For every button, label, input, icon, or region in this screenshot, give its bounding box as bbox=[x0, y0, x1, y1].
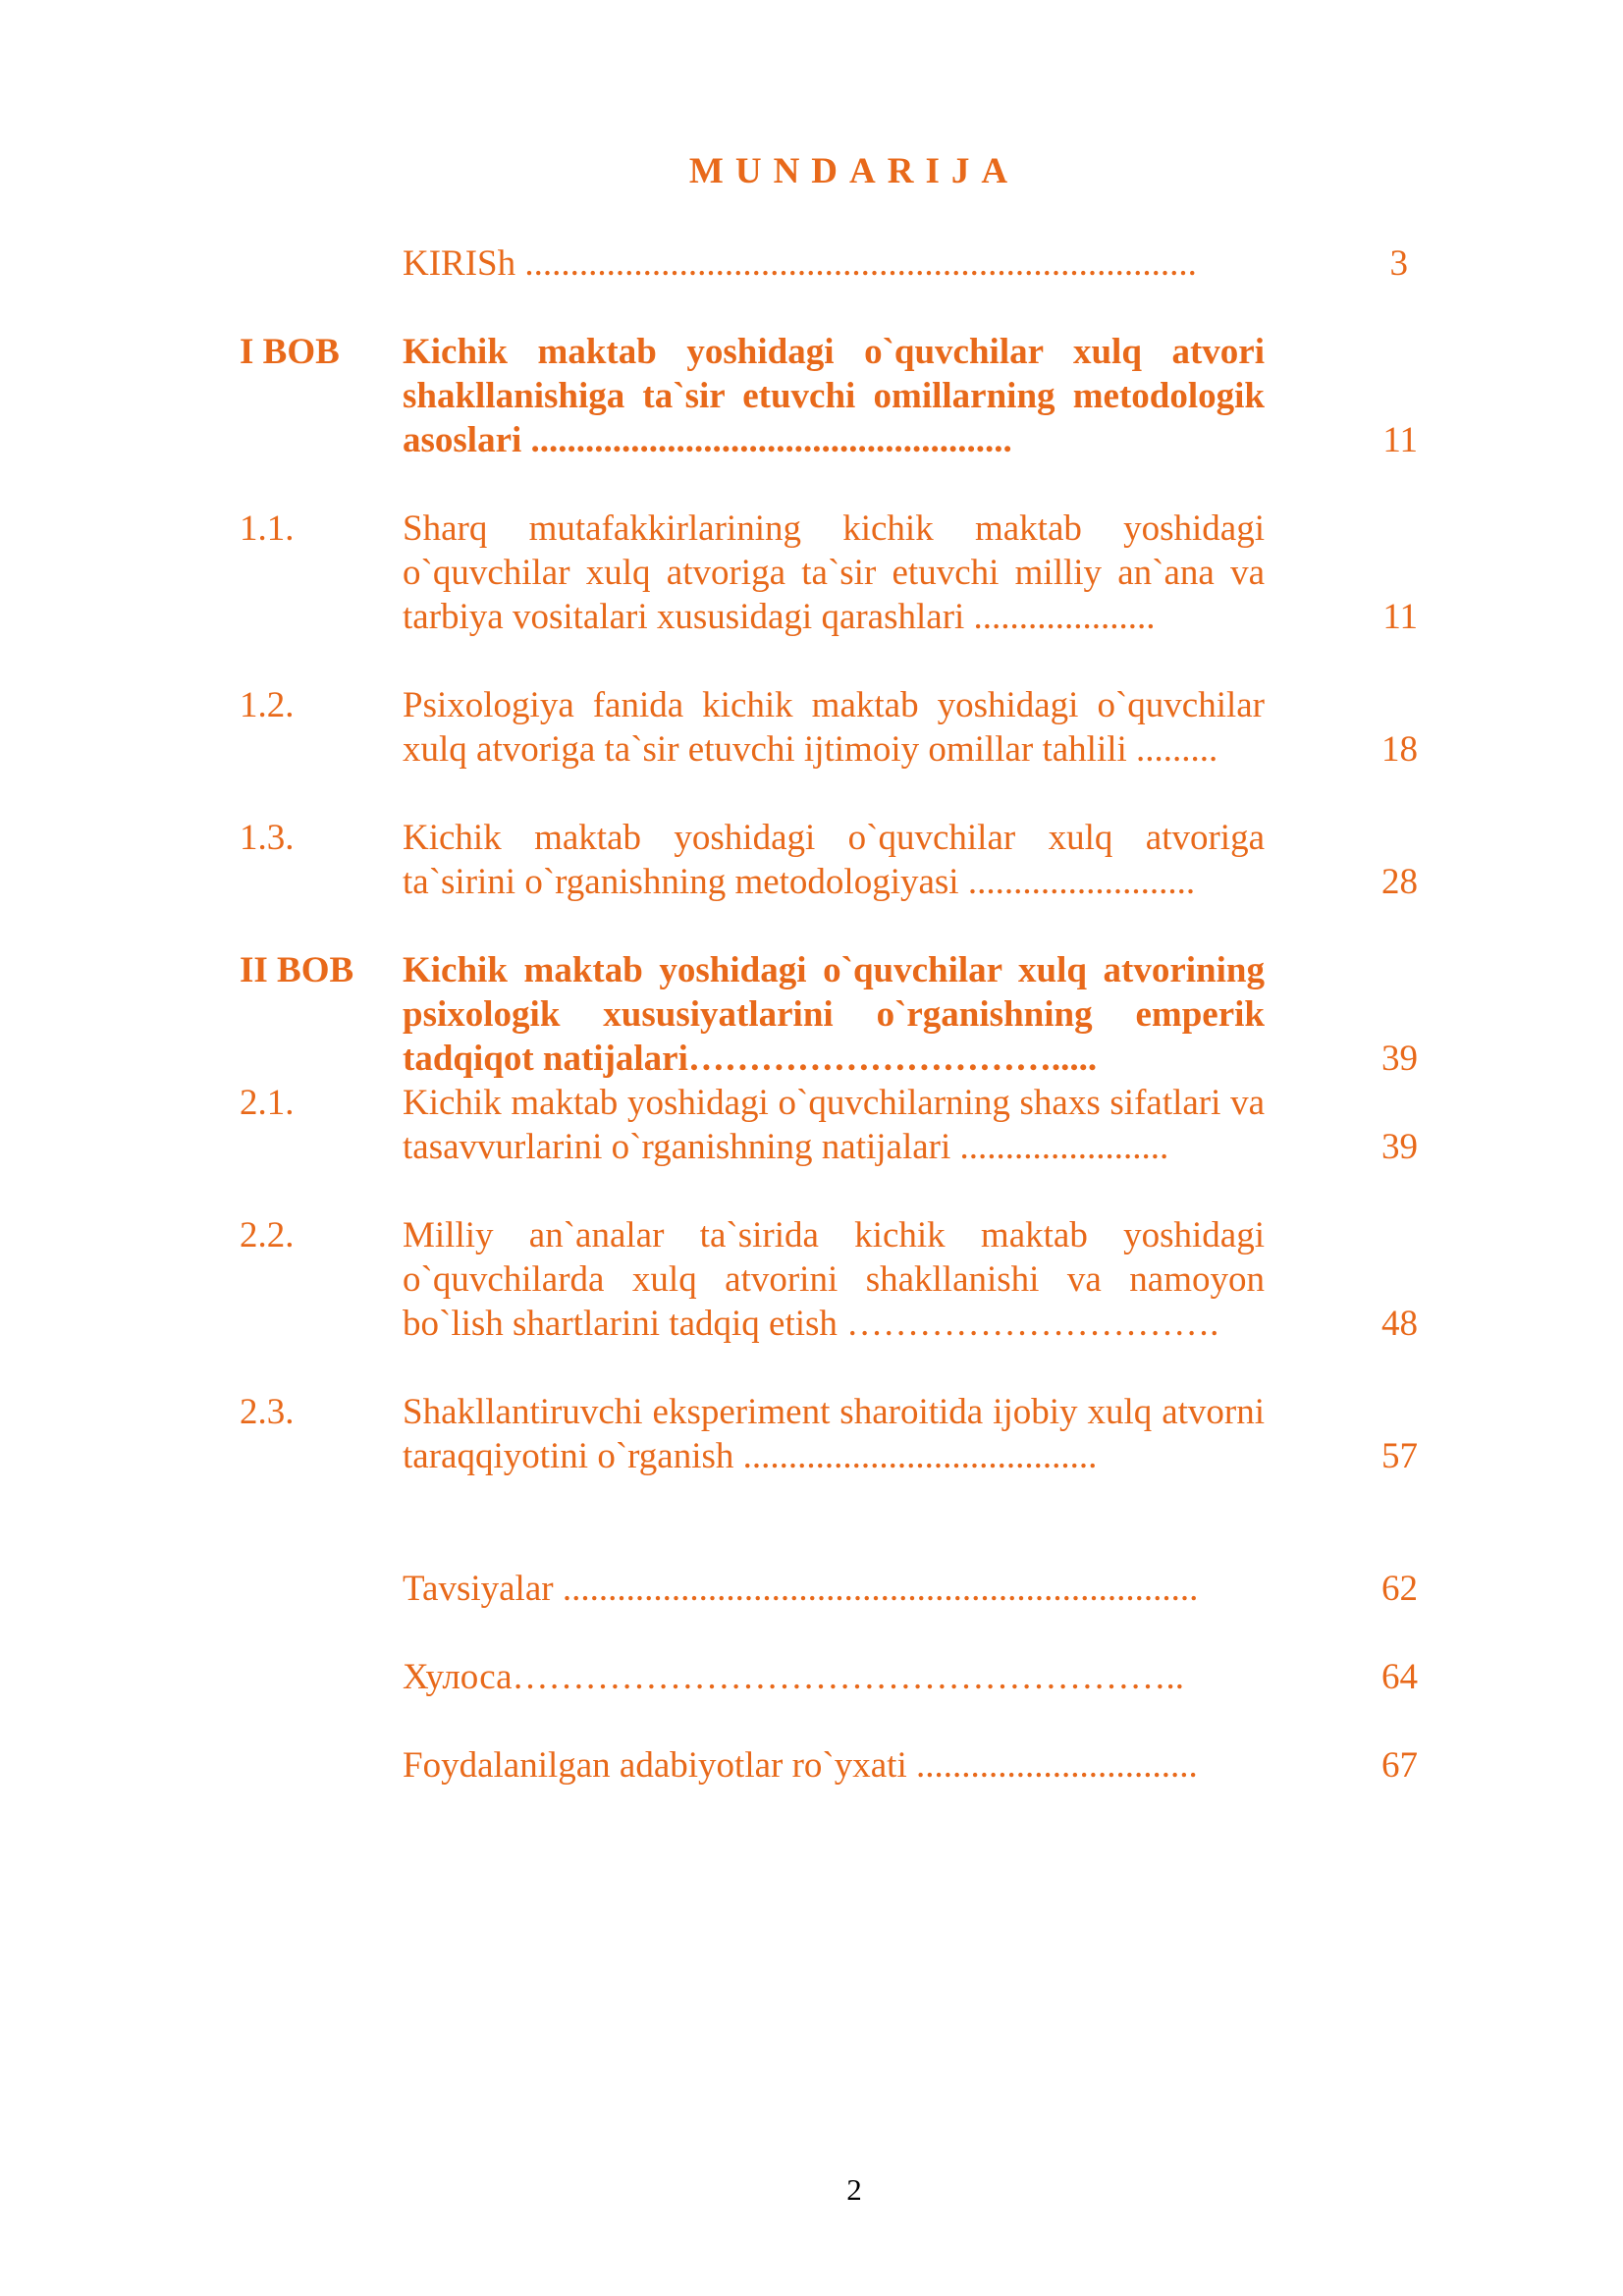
toc-entry-page: 67 bbox=[1381, 1745, 1418, 1786]
toc-entry-number: II BOB bbox=[240, 950, 354, 990]
toc-entry-number: I BOB bbox=[240, 332, 340, 372]
toc-entry-number: 2.3. bbox=[240, 1392, 295, 1432]
toc-entry-title: Хулоса……………………………………………….. bbox=[403, 1657, 1185, 1697]
toc-entry-title: Shakllantiruvchi eksperiment sharoitida ijobiy xulq atvorni taraqqiyotini o`rganish ....................................... bbox=[403, 1392, 1265, 1476]
page-number: 2 bbox=[846, 2172, 862, 2207]
toc-entry-title: Sharq mutafakkirlarining kichik maktab yoshidagi o`quvchilar xulq atvoriga ta`sir etuvchi milliy an`ana va tarbiya vositalari xususidagi qarashlari .................... bbox=[403, 508, 1265, 637]
toc-entry-number: 2.2. bbox=[240, 1215, 295, 1255]
toc-entry-title: Kichik maktab yoshidagi o`quvchilar xulq atvorining psixologik xususiyatlarini o`rganishning emperik tadqiqot natijalari…………………………..... bbox=[403, 950, 1265, 1079]
toc-entry-number: 1.3. bbox=[240, 818, 295, 858]
toc-entry-page: 39 bbox=[1381, 1039, 1418, 1079]
toc-entry-page: 62 bbox=[1381, 1569, 1418, 1609]
toc-entry-page: 3 bbox=[1389, 243, 1408, 284]
toc-entry-page: 57 bbox=[1381, 1436, 1418, 1476]
toc-entry-number: 1.2. bbox=[240, 685, 295, 725]
toc-entry-page: 48 bbox=[1381, 1304, 1418, 1344]
toc-entry-page: 39 bbox=[1381, 1127, 1418, 1167]
toc-entry-page: 18 bbox=[1381, 729, 1418, 770]
toc-entry-page: 64 bbox=[1381, 1657, 1418, 1697]
toc-entry-title: KIRISh .......................................................................... bbox=[403, 243, 1197, 284]
toc-entry-title: Kichik maktab yoshidagi o`quvchilar xulq atvori shakllanishiga ta`sir etuvchi omillarning metodologik asoslari ..................................................... bbox=[403, 332, 1265, 460]
toc-entry-page: 28 bbox=[1381, 862, 1418, 902]
toc-entry-number: 1.1. bbox=[240, 508, 295, 549]
toc-entry-title: Kichik maktab yoshidagi o`quvchilarning shaxs sifatlari va tasavvurlarini o`rganishning natijalari ....................... bbox=[403, 1083, 1265, 1167]
toc-entry-number: 2.1. bbox=[240, 1083, 295, 1123]
toc-entry-title: Milliy an`analar ta`sirida kichik maktab yoshidagi o`quvchilarda xulq atvorini shakllanishi va namoyon bo`lish shartlarini tadqiq etish …………………………. bbox=[403, 1215, 1265, 1344]
toc-entry-title: Tavsiyalar ...................................................................... bbox=[403, 1569, 1199, 1609]
toc-entry-title: Psixologiya fanida kichik maktab yoshidagi o`quvchilar xulq atvoriga ta`sir etuvchi ijtimoiy omillar tahlili ......... bbox=[403, 685, 1265, 770]
toc-entry-page: 11 bbox=[1382, 597, 1418, 637]
toc-entry-page: 11 bbox=[1382, 420, 1418, 460]
document-title: MUNDARIJA bbox=[688, 151, 1020, 191]
toc-entry-title: Kichik maktab yoshidagi o`quvchilar xulq atvoriga ta`sirini o`rganishning metodologiyasi ......................... bbox=[403, 818, 1265, 902]
toc-entry-title: Foydalanilgan adabiyotlar ro`yxati ............................... bbox=[403, 1745, 1198, 1786]
